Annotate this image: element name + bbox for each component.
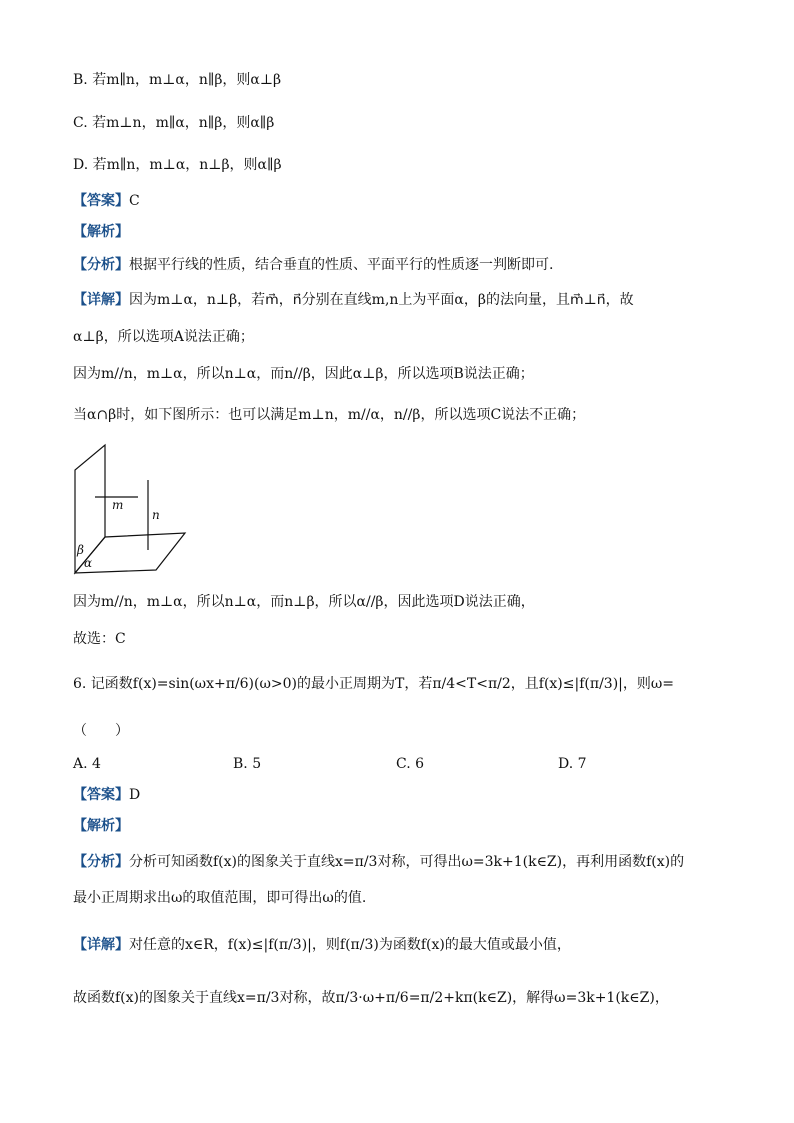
answer-label: 【答案】: [73, 787, 129, 803]
q6-detail-2: 故函数f(x)的图象关于直线x=π/3对称，故π/3·ω+π/6=π/2+kπ(k∈Z)，解得ω=3k+1(k∈Z)，: [73, 990, 669, 1006]
q6-answer: [73, 785, 140, 805]
q5-detail-4: 当α∩β时，如下图所示：也可以满足m⊥n，m//α，n//β，所以选项C说法不正确；: [73, 407, 586, 423]
q5-fenxi: [73, 255, 553, 275]
option-d: D. 若m∥n，m⊥α，n⊥β，则α∥β: [73, 157, 282, 173]
q6-option-c: C. 6: [396, 756, 425, 772]
detail-label: 【详解】: [73, 937, 129, 953]
answer-value: D: [129, 787, 141, 803]
q5-detail-1: [73, 290, 634, 310]
plane-figure: [70, 440, 190, 580]
q6-paren: （ ）: [73, 723, 129, 739]
q6-option-d: D. 7: [558, 756, 587, 772]
detail-label: 【详解】: [73, 292, 129, 308]
detail-text: 因为m⊥α，n⊥β，若m⃗，n⃗分别在直线m,n上为平面α，β的法向量，且m⃗⊥n⃗，故: [129, 292, 634, 308]
option-b: B. 若m∥n，m⊥α，n∥β，则α⊥β: [73, 72, 282, 88]
analysis-label: 【解析】: [73, 224, 129, 240]
option-c: C. 若m⊥n，m∥α，n∥β，则α∥β: [73, 115, 275, 131]
fenxi-text: 根据平行线的性质，结合垂直的性质、平面平行的性质逐一判断即可.: [129, 257, 554, 273]
label-n: n: [152, 508, 160, 522]
q5-detail-2: α⊥β，所以选项A说法正确；: [73, 329, 254, 345]
q6-fenxi-2: 最小正周期求出ω的取值范围，即可得出ω的值.: [73, 890, 367, 906]
detail-text: 对任意的x∈R，f(x)≤|f(π/3)|，则f(π/3)为函数f(x)的最大值或最小值，: [129, 937, 571, 953]
q5-detail-3: 因为m//n，m⊥α，所以n⊥α，而n//β，因此α⊥β，所以选项B说法正确；: [73, 366, 534, 382]
q5-detail-5: 因为m//n，m⊥α，所以n⊥α，而n⊥β，所以α//β，因此选项D说法正确，: [73, 594, 535, 610]
q6-option-a: A. 4: [73, 756, 101, 772]
label-beta: β: [77, 543, 84, 557]
q6-detail-1: [73, 935, 571, 955]
q6-fenxi-1: [73, 852, 684, 872]
q5-answer: [73, 191, 140, 211]
q6-stem: 6. 记函数f(x)=sin(ωx+π/6)(ω>0)的最小正周期为T，若π/4<T<π/2，且f(x)≤|f(π/3)|，则ω=: [73, 676, 675, 692]
q5-analysis-label: [73, 222, 129, 242]
q6-option-b: B. 5: [233, 756, 262, 772]
q6-analysis-label: [73, 816, 129, 836]
fenxi-label: 【分析】: [73, 854, 129, 870]
answer-value: C: [129, 193, 140, 209]
fenxi-text: 分析可知函数f(x)的图象关于直线x=π/3对称，可得出ω=3k+1(k∈Z)，再利用函数f(x)的: [129, 854, 685, 870]
analysis-label: 【解析】: [73, 818, 129, 834]
fenxi-label: 【分析】: [73, 257, 129, 273]
label-m: m: [112, 498, 124, 512]
label-alpha: α: [84, 556, 93, 570]
q5-conclusion: 故选：C: [73, 631, 126, 647]
answer-label: 【答案】: [73, 193, 129, 209]
